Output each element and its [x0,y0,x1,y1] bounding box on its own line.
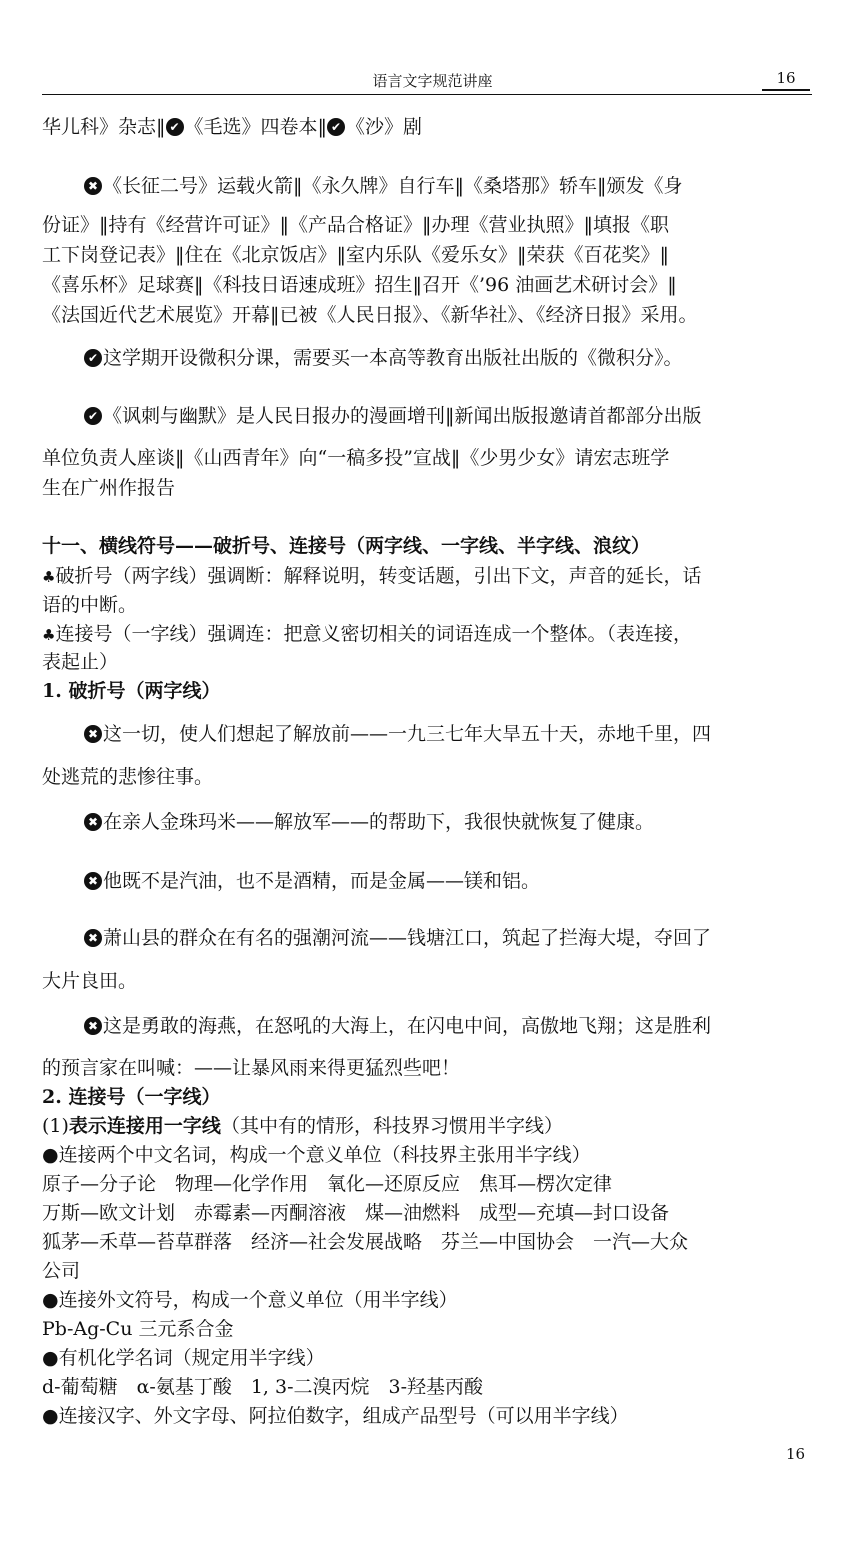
text-line: 单位负责人座谈‖《山西青年》向“一稿多投”宣战‖《少男少女》请宏志班学 [42,447,670,469]
text-line: ●有机化学名词（规定用半字线） [42,1347,325,1369]
text-line: d-葡萄糖 α-氨基丁酸 1, 3-二溴丙烷 3-羟基丙酸 [42,1376,484,1398]
header-page-number: 16 [776,69,796,87]
cross-circle-icon: ✖ [84,177,102,195]
text-line: ✔ 这学期开设微积分课，需要买一本高等教育出版社出版的《微积分》。 [42,344,814,372]
club-icon: ♣ [42,626,56,644]
text-line: 大片良田。 [42,970,138,992]
text-line: ✖ 他既不是汽油，也不是酒精，而是金属——镁和铝。 [42,867,814,895]
text-line: 工下岗登记表》‖住在《北京饭店》‖室内乐队《爱乐女》‖荣获《百花奖》‖ [42,244,670,266]
text-line: 公司 [42,1260,81,1282]
text-line: (1)表示连接用一字线（其中有的情形，科技界习惯用半字线） [42,1115,563,1137]
text-line: 处逃荒的悲惨往事。 [42,766,214,788]
footer-page-number: 16 [786,1445,806,1463]
text-line: 的预言家在叫喊：——让暴风雨来得更猛烈些吧！ [42,1057,461,1079]
header-rule [42,94,812,95]
check-circle-icon: ✔ [84,407,102,425]
text-line: 万斯—欧文计划 赤霉素—丙酮溶液 煤—油燃料 成型—充填—封口设备 [42,1202,670,1224]
text-line: ✖ 在亲人金珠玛米——解放军——的帮助下，我很快就恢复了健康。 [42,808,814,836]
text-line: ●连接外文符号，构成一个意义单位（用半字线） [42,1289,458,1311]
text-line: 生在广州作报告 [42,477,176,499]
text-line: ●连接两个中文名词，构成一个意义单位（科技界主张用半字线） [42,1144,591,1166]
check-circle-icon: ✔ [327,118,345,136]
running-header-title: 语言文字规范讲座 [372,72,493,90]
text-line: 狐茅—禾草—苔草群落 经济—社会发展战略 芬兰—中国协会 一汽—大众 [42,1231,689,1253]
cross-circle-icon: ✖ [84,1017,102,1035]
header-number-underline [762,89,810,91]
text-line: ✖ 这是勇敢的海燕，在怒吼的大海上，在闪电中间，高傲地飞翔；这是胜利 [42,1012,814,1040]
text-line: ♣连接号（一字线）强调连：把意义密切相关的词语连成一个整体。（表连接， [42,623,692,645]
check-circle-icon: ✔ [166,118,184,136]
subsection-heading: 1. 破折号（两字线） [42,680,221,702]
text-line: 表起止） [42,651,119,673]
text-line: ♣破折号（两字线）强调断：解释说明，转变话题，引出下文，声音的延长，话 [42,565,702,587]
text-line: 华儿科》杂志‖ ✔ 《毛选》四卷本‖ ✔ 《沙》剧 [42,116,423,138]
text-line: ✖ 《长征二号》运载火箭‖《永久牌》自行车‖《桑塔那》轿车‖颁发《身 [42,172,814,200]
cross-circle-icon: ✖ [84,929,102,947]
cross-circle-icon: ✖ [84,813,102,831]
subsection-heading: 2. 连接号（一字线） [42,1086,221,1108]
section-heading: 十一、横线符号——破折号、连接号（两字线、一字线、半字线、浪纹） [42,535,651,557]
check-circle-icon: ✔ [84,349,102,367]
text-line: ✔ 《讽刺与幽默》是人民日报办的漫画增刊‖新闻出版报邀请首都部分出版 [42,402,814,430]
text-line: 《法国近代艺术展览》开幕‖已被《人民日报》、《新华社》、《经济日报》采用。 [42,304,698,326]
text-line: 《喜乐杯》足球赛‖《科技日语速成班》招生‖召开《’96 油画艺术研讨会》‖ [42,274,677,296]
cross-circle-icon: ✖ [84,725,102,743]
text-line: 份证》‖持有《经营许可证》‖《产品合格证》‖办理《营业执照》‖填报《职 [42,214,670,236]
text-line: ✖ 这一切，使人们想起了解放前——一九三七年大旱五十天，赤地千里，四 [42,720,814,748]
cross-circle-icon: ✖ [84,872,102,890]
text-line: ✖ 萧山县的群众在有名的强潮河流——钱塘江口，筑起了拦海大堤，夺回了 [42,924,814,952]
text-line: 原子—分子论 物理—化学作用 氧化—还原反应 焦耳—楞次定律 [42,1173,613,1195]
text-line: 语的中断。 [42,594,138,616]
club-icon: ♣ [42,568,56,586]
text-line: ●连接汉字、外文字母、阿拉伯数字，组成产品型号（可以用半字线） [42,1405,629,1427]
text-line: Pb-Ag-Cu 三元系合金 [42,1318,234,1340]
